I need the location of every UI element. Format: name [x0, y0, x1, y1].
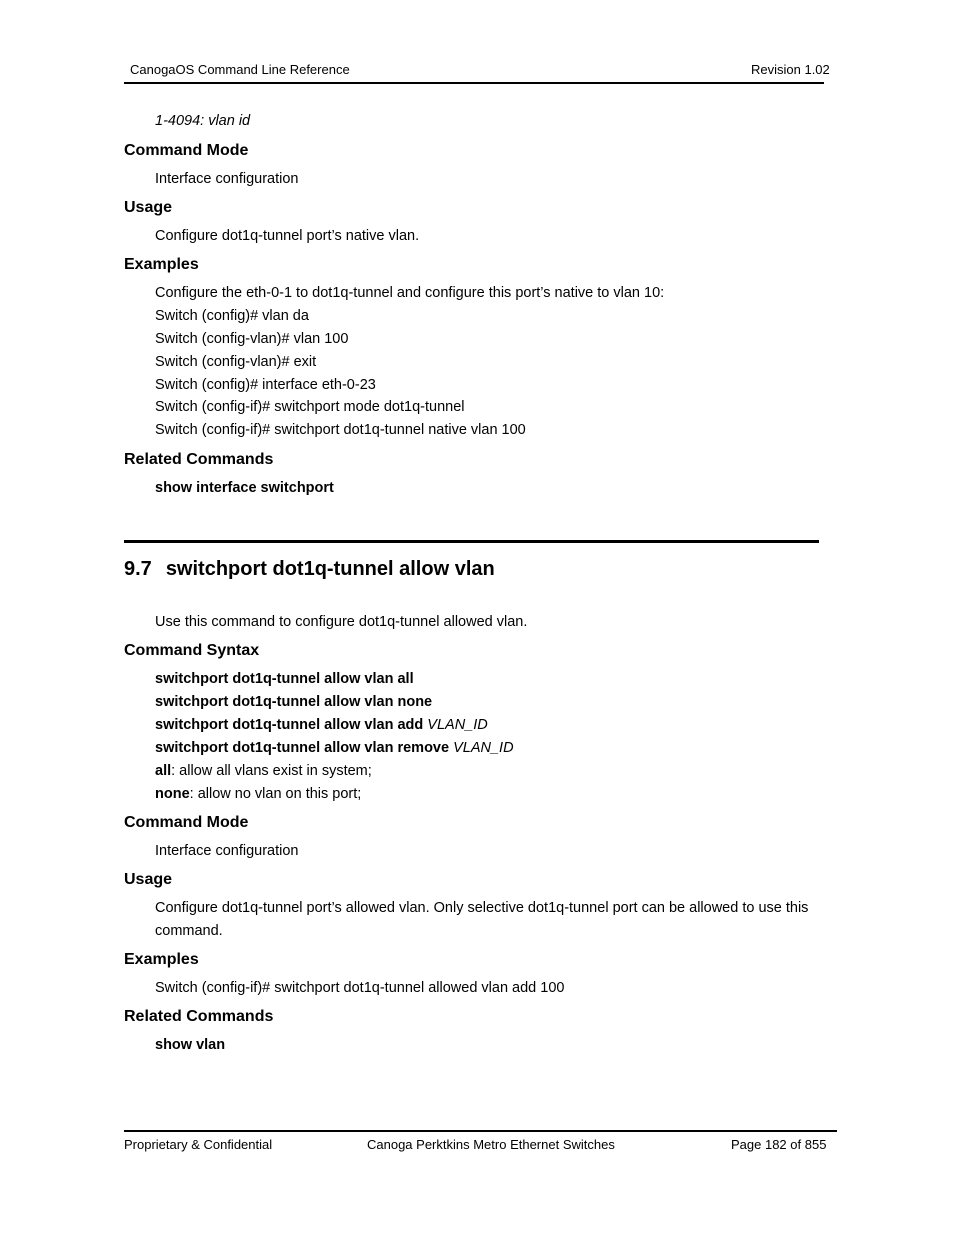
- footer-center: Canoga Perktkins Metro Ethernet Switches: [367, 1137, 615, 1152]
- section-title-text: switchport dot1q-tunnel allow vlan: [165, 558, 495, 580]
- usage-heading: Usage: [124, 199, 173, 216]
- example-line: Switch (config)# interface eth-0-23: [155, 377, 376, 393]
- examples-heading: Examples: [124, 256, 199, 273]
- example-line: Switch (config-vlan)# vlan 100: [155, 331, 349, 347]
- example-line: Configure the eth-0-1 to dot1q-tunnel and configure this port’s native to vlan 10:: [155, 285, 665, 301]
- section-rule: [124, 540, 819, 543]
- param-term: all: [155, 763, 172, 779]
- header-title: CanogaOS Command Line Reference: [130, 62, 350, 77]
- section-number: 9.7: [124, 558, 152, 580]
- example-line: Switch (config-if)# switchport dot1q-tunnel native vlan 100: [155, 422, 526, 438]
- syntax-line: switchport dot1q-tunnel allow vlan none: [155, 694, 433, 710]
- syntax-command: switchport dot1q-tunnel allow vlan remove: [155, 740, 454, 756]
- header-rule: [124, 82, 824, 84]
- related-command: show interface switchport: [155, 480, 334, 496]
- example-line: Switch (config-if)# switchport mode dot1q-tunnel: [155, 399, 465, 415]
- syntax-argument: VLAN_ID: [453, 740, 514, 756]
- syntax-command: switchport dot1q-tunnel allow vlan add: [155, 717, 428, 733]
- footer-page-number: Page 182 of 855: [731, 1137, 827, 1152]
- header-revision: Revision 1.02: [751, 62, 830, 77]
- footer-left: Proprietary & Confidential: [124, 1137, 273, 1152]
- footer-rule: [124, 1130, 837, 1132]
- usage-text: Configure dot1q-tunnel port’s native vlan.: [155, 228, 420, 244]
- command-syntax-heading: Command Syntax: [124, 642, 260, 659]
- param-line: 1-4094: vlan id: [155, 113, 251, 129]
- related-commands-heading: Related Commands: [124, 1008, 274, 1025]
- example-line: Switch (config-vlan)# exit: [155, 354, 317, 370]
- param-desc: : allow no vlan on this port;: [189, 786, 362, 802]
- syntax-line: [155, 740, 514, 756]
- command-mode-text: Interface configuration: [155, 843, 299, 859]
- section-title: [124, 558, 495, 581]
- related-commands-heading: Related Commands: [124, 451, 274, 468]
- syntax-line: switchport dot1q-tunnel allow vlan all: [155, 671, 414, 687]
- param-desc: : allow all vlans exist in system;: [171, 763, 372, 779]
- example-line: Switch (config-if)# switchport dot1q-tunnel allowed vlan add 100: [155, 980, 565, 996]
- syntax-argument: VLAN_ID: [427, 717, 488, 733]
- section-intro: Use this command to configure dot1q-tunnel allowed vlan.: [155, 614, 528, 630]
- param-description: [155, 786, 361, 802]
- usage-text-line: command.: [155, 923, 223, 939]
- examples-heading: Examples: [124, 951, 199, 968]
- param-description: [155, 763, 372, 779]
- related-command: show vlan: [155, 1037, 226, 1053]
- command-mode-heading: Command Mode: [124, 142, 249, 159]
- usage-text-line: Configure dot1q-tunnel port’s allowed vlan. Only selective dot1q-tunnel port can be allowed to use this: [155, 900, 809, 916]
- syntax-line: [155, 717, 488, 733]
- command-mode-text: Interface configuration: [155, 171, 299, 187]
- example-line: Switch (config)# vlan da: [155, 308, 309, 324]
- param-term: none: [155, 786, 190, 802]
- usage-heading: Usage: [124, 871, 173, 888]
- command-mode-heading: Command Mode: [124, 814, 249, 831]
